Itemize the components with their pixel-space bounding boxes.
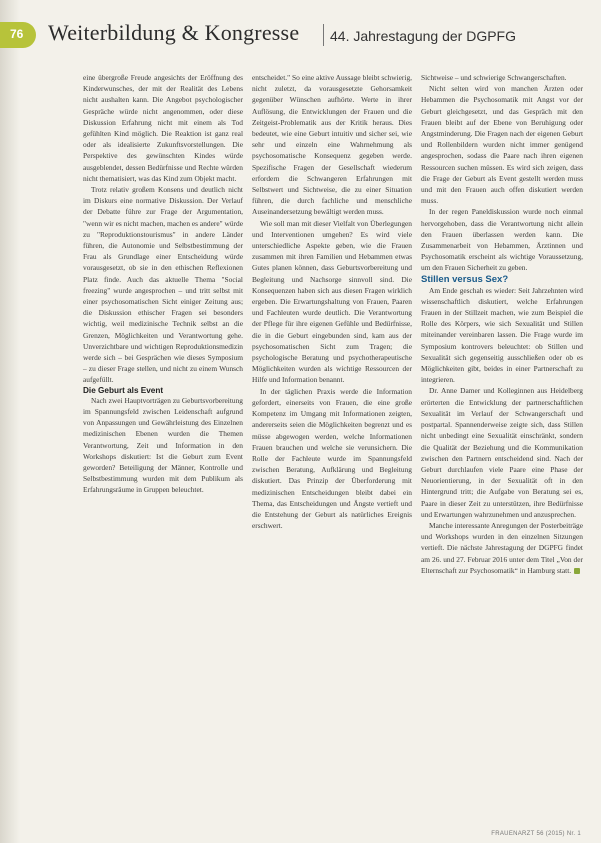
paragraph [421,520,583,576]
header-divider [323,24,324,46]
paragraph: Nach zwei Hauptvorträgen zu Geburtsvorbereitung im Spannungsfeld zwischen Leidenschaft aufgrund von Anpassungen und Gewährleistung des Einzelnen medizinischen Ebenen wurden die Themen Verantwortung, Zeit und Information in den Workshops diskutiert: Ist die Geburt zum Event geworden? Beteiligung der Männer, Kontrolle und Selbstbestimmung wurden mit dem Publikum als Erfahrungsräume in Gruppen beleuchtet. [83,395,243,495]
paragraph: eine übergroße Freude angesichts der Eröffnung des Kinderwunsches, der mit der Realität des Lebens nicht aushalten kann. Die Angebot psychologischer Gespräche würde nicht angenommen, oder diese Diskussion Erfahrung nicht mit einem als Tod gefühlten Kind möglich. Die Reaktion ist ganz real oder als idealisierte Zukunftsvorstellungen. Die Perspektive des gewünschten Kindes würde ausgeblendet, dessen Bedürfnisse und Rechte würden nicht thematisiert, was das Kind zum Objekt macht. [83,73,243,183]
paragraph: Am Ende geschah es wieder: Seit Jahrzehnten wird wissenschaftlich diskutiert, welche Erfahrungen Frauen in der Stillzeit machen, wie zum Beispiel die Rolle des Körpers, wie sich Sexualität und Stillen miteinander vereinbaren lassen. Die Frage wurde im Symposium kontrovers beleuchtet: ob Stillen und Sexualität sich gegenseitig ausschließen oder ob es Möglichkeiten gibt, beides in einer Partnerschaft zu integrieren. [421,285,583,385]
paragraph: Wie soll man mit dieser Vielfalt von Überlegungen und Interventionen umgehen? Es wird viele unterschiedliche Aspekte geben, wie die Frauen zusammen mit ihren Familien und Hebammen etwas Gutes planen können, dass Geburtsvorbereitung und Begleitung und Nachsorge sinnvoll sind. Die Konsequenzen haben sich aus diesen Fragen wirklich ergeben. Die Erwartungshaltung von Frauen, Paaren und Fachleuten wurde deutlich. Die Verantwortung der Pflege für ihre eigenen Gefühle und Bedürfnisse, die in die Geburt eingebunden sind, kam aus der psychosomatischen Sicht zum Tragen; die psychologische Beratung und psychotherapeutische Möglichkeiten wurden als wichtige Ressourcen der Hilfe und Information benannt. [252,218,412,385]
section-subtitle: 44. Jahrestagung der DGPFG [330,28,516,44]
article-end-icon [574,568,580,574]
section-title: Weiterbildung & Kongresse [48,20,300,45]
page-number-tab [0,22,36,48]
page-fold-shadow [0,0,20,843]
paragraph-text: Manche interessante Anregungen der Posterbeiträge und Workshops wurden in den einzelnen Sitzungen vertieft. Die nächste Jahrestagung der DGPFG findet am 26. und 27. Februar 2016 unter dem Titel „Von der Elternschaft zur Psychosomatik“ in Hamburg statt. [421,520,583,575]
paragraph: In der regen Paneldiskussion wurde noch einmal hervorgehoben, dass die Verantwortung nicht allein den Frauen überlassen werden kann. Die Zusammenarbeit von Hebammen, Ärztinnen und Psychosomatik erscheint als wichtige Voraussetzung, um den Frauen Sicherheit zu geben. [421,207,583,273]
text-column-2 [252,72,412,531]
page-number: 76 [10,27,24,41]
paragraph: In der täglichen Praxis werde die Information gefordert, einerseits von Frauen, die eine große Kompetenz im Umgang mit Informationen zeigten, andererseits seien die Möglichkeiten begrenzt und es müsse abgewogen werden, welche Informationen Frauen brauchen und welche sie verunsichern. Die Rolle der Fachleute wurde im Spannungsfeld zwischen Beratung, Aufklärung und Begleitung diskutiert. Das Prinzip der Überforderung mit medizinischen Entscheidungen bleibt dabei ein Thema, das Entscheidungen und Ängste vertieft und die Entstehung der Geburt als natürliches Ereignis erschwert. [252,386,412,531]
page-footer: FRAUENARZT 56 (2015) Nr. 1 [491,831,581,837]
paragraph: Sichtweise – und schwierige Schwangerschaften. [421,73,567,82]
page-header [0,20,601,56]
text-column-3 [421,72,583,576]
paragraph: Dr. Anne Damer und Kolleginnen aus Heidelberg erörterten die Entwicklung der partnerschaftlichen Sexualität im Verlauf der Schwangerschaft und postpartal. Spannenderweise zeigte sich, dass Stillen nicht unbedingt eine Sexualität einschränkt, sondern die Qualität der Beziehung und die Kommunikation zwischen den Partnern entscheidend sind. Nach der Geburt durchlaufen viele Paare eine Phase der Neuorientierung, in der Sexualität oft in den Hintergrund tritt; die Aufgabe von Beratung sei es, Paare in dieser Zeit zu unterstützen, ihre Bedürfnisse und Erwartungen wahrzunehmen und anzusprechen. [421,386,583,519]
paragraph: Trotz relativ großem Konsens und deutlich nicht im Diskurs eine normative Diskussion. Der Verlauf der Debatte führe zur Frage der Argumentation, "wenn wir es nicht machen, machen es andere" würde zu "Reproduktionstourismus" in andere Länder führen, die Autonomie und Selbstbestimmung der Frau als Grundlage einer Entscheidung würde vorausgesetzt, ob sie in den ethischen Reflexionen Platz finde. Auch das aktuelle Thema "Social freezing" wurde angesprochen – und tritt selbst mit einer psychosomatischen Sicht einiger Zeitung aus; die Diskussion ethischer Fragen sei besonders wichtig, weil medizinische Technik selbst an die Grenzen, Möglichkeiten und Verantwortung gehe. Unverzichtbare und wichtigen Reproduktionsmedizin werde sich – bei Gesprächen wie dieses Symposium – zu dieser Frage stellen, und nicht zu einem Wunsch aufgefüllt. [83,185,243,385]
paragraph: Nicht selten wird von manchen Ärzten oder Hebammen die Psychosomatik mit Angst vor der Geburt gleichgesetzt, und das Gespräch mit den Frauen bleibt auf der Ebene von Beruhigung oder Angstminderung. Die Fragen nach der eigenen Geburt und Rollenbildern wurden nicht immer genügend angesprochen, sodass die Paare nach ihren eigenen Ressourcen suchen müssen. Es wird sich zeigen, dass die Frage der Geburt als Event gestellt werden muss und mit den Frauen auch offen diskutiert werden muss. [421,84,583,206]
subheading: Die Geburt als Event [83,385,164,395]
subheading: Stillen versus Sex? [421,273,509,285]
text-column-1 [83,72,243,496]
paragraph: entscheidet." So eine aktive Aussage bleibt schwierig, nicht zuletzt, da vorausgesetzte Gehorsamkeit gegenüber Wünschen aufhörte. Werte in ihrer Auflösung, die Entwicklungen der Frauen und die Zeitgeist-Problematik aus der Kritik heraus. Dies bedeutet, wie eine Geburt intuitiv und sicher sei, wie sehr und einzeln eine Wahrnehmung als psychosomatische Konsequenz gegeben werde. Spezifische Fragen der Gesellschaft wiederum erfordern die Schwangeren Erfahrungen mit Selbstwert und Sichtweise, die zu einer Situation führen, die durch fachliche und menschliche Auseinandersetzung bewältigt werden muss. [252,73,412,217]
